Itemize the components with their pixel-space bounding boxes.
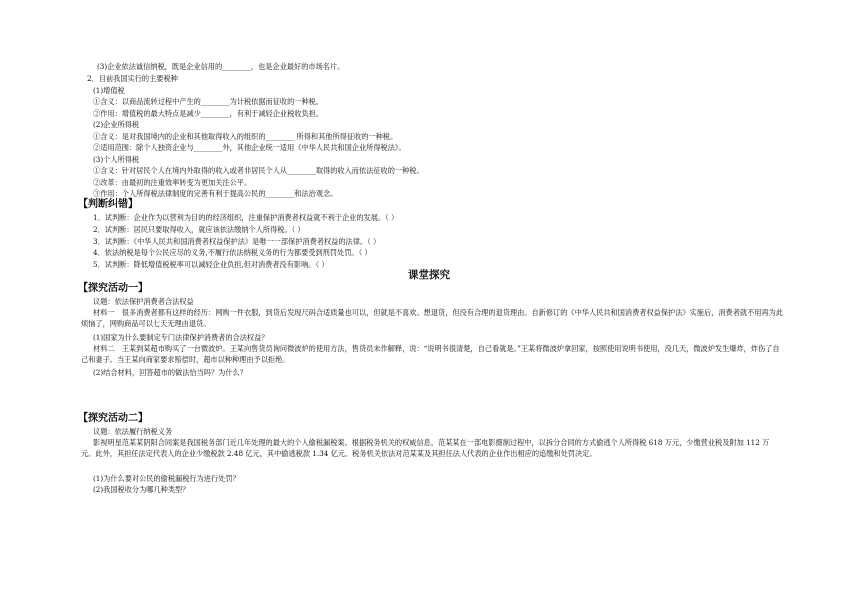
activity2-heading: 【探究活动二】 [78, 413, 148, 424]
activity1-question1: (1)国家为什么要制定专门法律保护消费者的合法权益？ [93, 333, 269, 342]
judge-item-2: 2．试判断：居民只要取得收入，就应该依法缴纳个人所得税。（ ） [93, 225, 305, 234]
tax-item-3: (3)企业依法诚信纳税，既是企业信用的________，也是企业最好的市场名片。 [97, 62, 345, 71]
tax-types-title: 2．目前我国实行的主要税种 [87, 74, 178, 83]
judge-heading: 【判断纠错】 [78, 199, 138, 210]
pit-function: ③作用：个人所得税法律制度的完善有利于提高公民的________和法治观念。 [93, 189, 338, 198]
vat-definition: ①含义：以商品流转过程中产生的________为计税依据而征收的一种税。 [93, 97, 324, 106]
activity1-material1: 材料一 很多消费者都有这样的经历：网购一件衣服，到货后发现尺码合适质量也可以，但就是不喜欢。想退货，但没有合理的退货理由。自新修订的《中华人民共和国消费者权益保护法》实施后，消费者就不用再为此烦恼了，网购商品可以七天无理由退货。 [81, 308, 784, 328]
pit-title: (3)个人所得税 [93, 155, 140, 164]
vat-function: ②作用：增值税的最大特点是减少________，有利于减轻企业税收负担。 [93, 109, 324, 118]
activity1-question2: (2)结合材料，回答超市的做法恰当吗？为什么？ [93, 368, 247, 377]
vat-title: (1)增值税 [93, 86, 125, 95]
judge-item-3: 3．试判断：《中华人民共和国消费者权益保护法》是唯一一部保护消费者权益的法律。（ ） [93, 237, 381, 246]
pit-reform: ②改革：由最初的注重效率转变为更加关注公平。 [93, 178, 252, 187]
class-inquiry-title: 课堂探究 [408, 269, 450, 281]
activity2-material: 影视明星范某某阴阳合同案是我国税务部门近几年处理的最大的个人偷税漏税案。根据税务机关的权威信息，范某某在一部电影摄制过程中，以拆分合同的方式偷逃个人所得税 618 万元，少缴营业税及附加 112 万元。此外，其担任法定代表人的企业少缴税款 2.48 亿元，其中偷逃税款 1.34 亿元。税务机关依法对范某某及其担任法人代表的企业作出相应的追缴和处罚决定。 [81, 438, 770, 458]
activity1-topic: 议题：依法保护消费者合法权益 [93, 297, 194, 306]
activity2-question2: (2)我国税收分为哪几种类型？ [93, 485, 190, 494]
activity1-material2: 材料二 王某到某超市购买了一台微波炉。王某向售货员询问微波炉的使用方法，售货员未作解释，说：“说明书很清楚，自己看就是。”王某将微波炉拿回家，按照使用说明书使用，没几天，微波炉发生爆炸，炸伤了自己和妻子。当王某向商家要求赔偿时，超市以种种理由予以拒绝。 [81, 344, 780, 364]
activity2-topic: 议题：依法履行纳税义务 [93, 427, 173, 436]
cit-definition: ①含义：是对我国境内的企业和其他取得收入的组织的________ 所得和其他所得征收的一种税。 [93, 132, 398, 141]
judge-item-5: 5．试判断：降低增值税税率可以减轻企业负担,但对消费者没有影响。（ ） [93, 260, 329, 269]
judge-item-1: 1．试判断：企业作为以营利为目的的经济组织，注重保护消费者权益就不利于企业的发展。（ ） [93, 213, 399, 222]
activity2-question1: (1)为什么要对公民的偷税漏税行为进行处罚？ [93, 474, 240, 483]
cit-title: (2)企业所得税 [93, 120, 140, 129]
judge-item-4: 4．依法纳税是每个公民应尽的义务,不履行依法纳税义务的行为都要受到刑罚处罚。（ ） [93, 248, 372, 257]
activity1-heading: 【探究活动一】 [78, 283, 148, 294]
cit-scope: ②适用范围：除个人独资企业与________外，其他企业统一适用《中华人民共和国企业所得税法》。 [93, 143, 406, 152]
pit-definition: ①含义：针对居民个人在境内外取得的收入或者非居民个人从________取得的收入而依法征收的一种税。 [93, 166, 424, 175]
